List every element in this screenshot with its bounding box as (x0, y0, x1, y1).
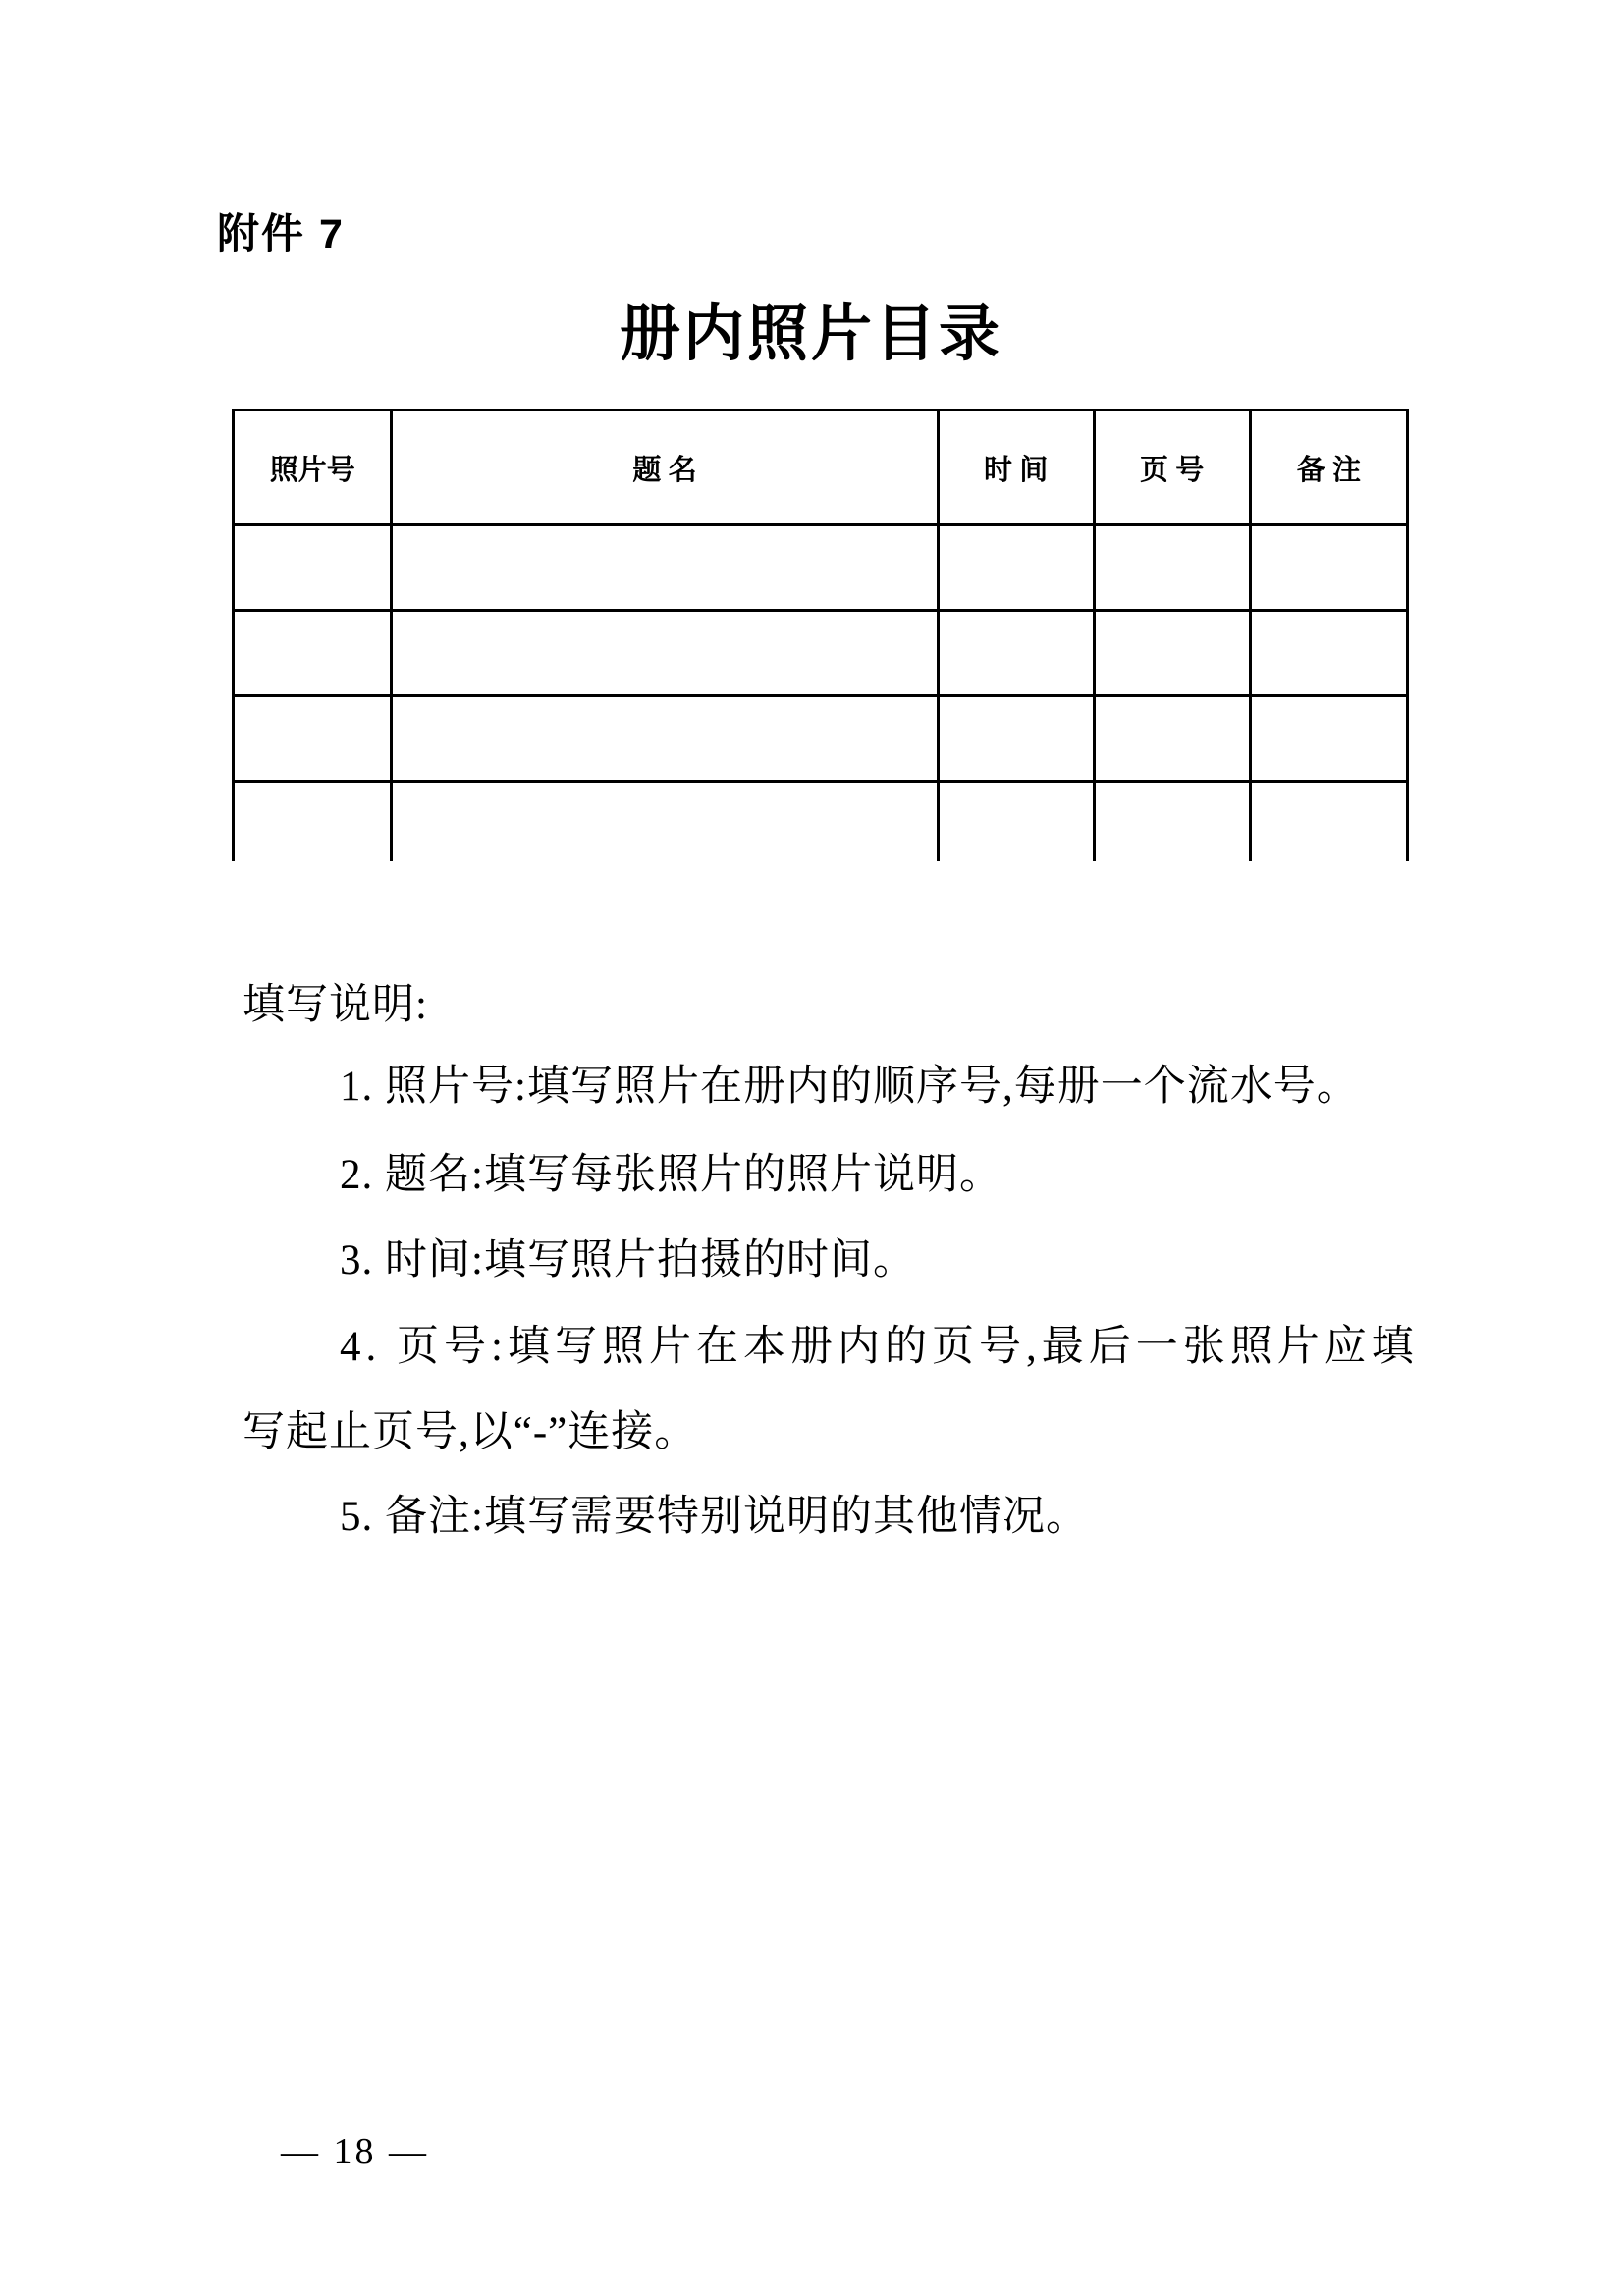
table-cell (392, 611, 938, 696)
table-cell (938, 696, 1094, 782)
table-cell (1094, 696, 1250, 782)
table-cell (392, 696, 938, 782)
table-cell (1250, 525, 1407, 611)
table-cell (1250, 782, 1407, 862)
table-cell (1250, 696, 1407, 782)
header-cell-title: 题名 (392, 410, 938, 525)
instruction-item-4-line-2: 写起止页号,以“-”连接。 (243, 1409, 698, 1455)
header-cell-page-number: 页号 (1094, 410, 1250, 525)
header-cell-remarks: 备注 (1250, 410, 1407, 525)
photo-directory-table (232, 409, 1409, 861)
table-cell (234, 782, 392, 862)
instruction-item-5: 5. 备注:填写需要特别说明的其他情况。 (340, 1494, 1089, 1540)
table-cell (234, 525, 392, 611)
instruction-item-2: 2. 题名:填写每张照片的照片说明。 (340, 1152, 1002, 1198)
table-cell (1094, 525, 1250, 611)
table-cell (938, 525, 1094, 611)
instruction-item-3: 3. 时间:填写照片拍摄的时间。 (340, 1237, 916, 1284)
page-title: 册内照片目录 (619, 301, 1002, 368)
table-cell (938, 782, 1094, 862)
table-cell (938, 611, 1094, 696)
table-row (234, 696, 1408, 782)
attachment-label: 附件 7 (217, 211, 345, 258)
instruction-item-1: 1. 照片号:填写照片在册内的顺序号,每册一个流水号。 (340, 1064, 1360, 1110)
instruction-item-4-line-1: 4. 页号:填写照片在本册内的页号,最后一张照片应填 (340, 1324, 1419, 1370)
table-row (234, 611, 1408, 696)
table-header-row (234, 410, 1408, 525)
table-cell (1094, 782, 1250, 862)
table-row (234, 525, 1408, 611)
header-cell-time: 时间 (938, 410, 1094, 525)
table-cell (234, 611, 392, 696)
table-cell (392, 525, 938, 611)
table-cell (1094, 611, 1250, 696)
instructions-heading: 填写说明: (243, 982, 428, 1028)
table-cell (234, 696, 392, 782)
table-cell (392, 782, 938, 862)
footer-page-number: — 18 — (281, 2131, 429, 2172)
table-cell (1250, 611, 1407, 696)
header-cell-photo-number: 照片号 (234, 410, 392, 525)
table-row-partial (234, 782, 1408, 862)
